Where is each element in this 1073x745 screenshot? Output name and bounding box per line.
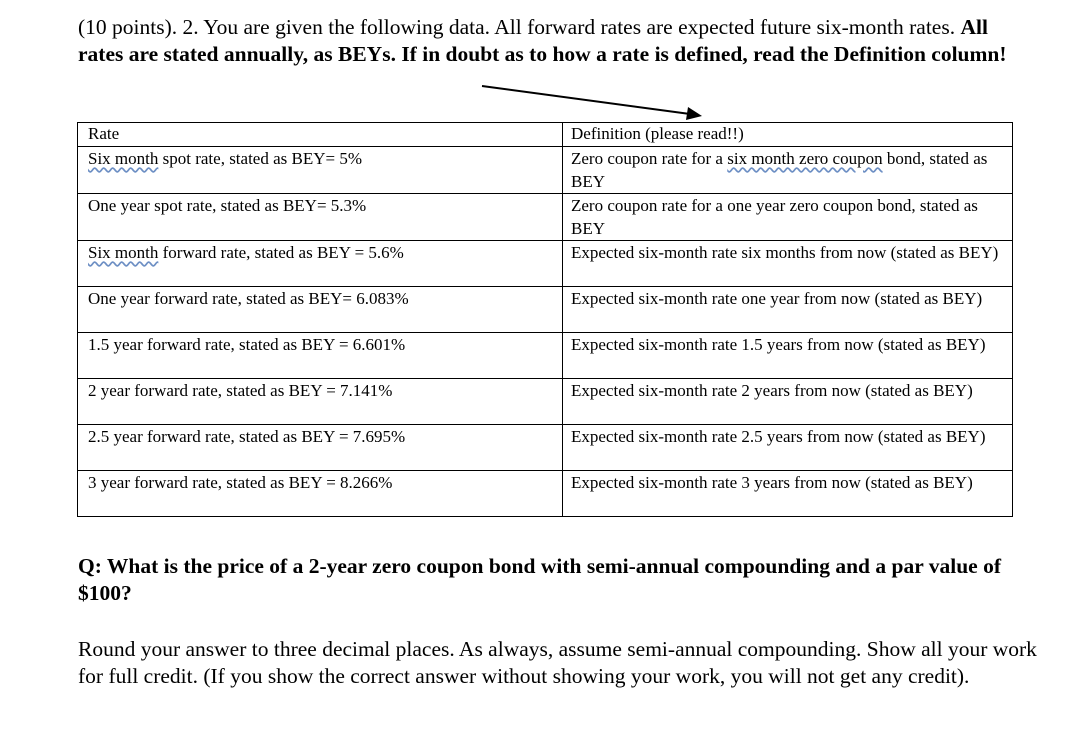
intro-lead-text: (10 points). 2. You are given the following data. All forward rates are expected future six-month rates. (78, 15, 961, 39)
definition-cell (563, 147, 1013, 194)
def-text-pre: Expected six-month rate six months from now (stated as BEY) (571, 243, 999, 262)
table-header-row (78, 123, 1013, 147)
rate-cell (78, 241, 563, 287)
def-text-pre: Expected six-month rate one year from now (stated as BEY) (571, 289, 983, 308)
table-row (78, 379, 1013, 425)
rate-cell (78, 471, 563, 517)
rate-cell (78, 147, 563, 194)
question-text: Q: What is the price of a 2-year zero coupon bond with semi-annual compounding and a par value of $100? (78, 554, 1001, 605)
rate-text-marked: Six month (88, 149, 159, 168)
rate-text-marked: Six month (88, 243, 159, 262)
def-text-post: bond, stated as BEY (571, 149, 988, 191)
rate-text-pre: One year spot rate, stated as BEY= 5.3% (88, 196, 367, 215)
rate-text-pre: One year forward rate, stated as BEY= 6.083% (88, 289, 409, 308)
rate-cell (78, 194, 563, 241)
table-row (78, 425, 1013, 471)
definition-cell (563, 471, 1013, 517)
header-definition: Definition (please read!!) (563, 123, 1013, 147)
def-text-marked: six month zero coupon (727, 149, 883, 168)
definition-cell (563, 425, 1013, 471)
intro-bold-text: All rates are stated annually, as BEYs. If in doubt as to how a rate is defined, read the Definition column! (78, 15, 1007, 66)
rate-text-post: forward rate, stated as BEY = 5.6% (158, 243, 404, 262)
definition-cell (563, 333, 1013, 379)
def-text-pre: Zero coupon rate for a one year zero coupon bond, stated as BEY (571, 196, 978, 238)
definition-cell (563, 379, 1013, 425)
definition-cell (563, 194, 1013, 241)
rate-text-pre: 1.5 year forward rate, stated as BEY = 6.601% (88, 335, 406, 354)
table-row (78, 194, 1013, 241)
problem-intro (78, 14, 1038, 68)
rate-cell (78, 333, 563, 379)
arrow-pointer-icon (480, 80, 710, 124)
rate-text-pre: 3 year forward rate, stated as BEY = 8.266% (88, 473, 393, 492)
def-text-pre: Expected six-month rate 3 years from now (stated as BEY) (571, 473, 973, 492)
rates-table (77, 122, 1013, 517)
instructions-text: Round your answer to three decimal places. As always, assume semi-annual compounding. Show all your work for full credit. (If you show the correct answer without showing your work, you will not get any credit). (78, 637, 1037, 688)
table-row (78, 333, 1013, 379)
rate-cell (78, 379, 563, 425)
def-text-pre: Zero coupon rate for a (571, 149, 728, 168)
def-text-pre: Expected six-month rate 2 years from now (stated as BEY) (571, 381, 973, 400)
def-text-pre: Expected six-month rate 1.5 years from now (stated as BEY) (571, 335, 986, 354)
rate-text-post: spot rate, stated as BEY= 5% (158, 149, 363, 168)
table-row (78, 241, 1013, 287)
rate-text-pre: 2 year forward rate, stated as BEY = 7.141% (88, 381, 393, 400)
rate-cell (78, 425, 563, 471)
definition-cell (563, 241, 1013, 287)
definition-cell (563, 287, 1013, 333)
table-row (78, 471, 1013, 517)
rate-cell (78, 287, 563, 333)
def-text-pre: Expected six-month rate 2.5 years from now (stated as BEY) (571, 427, 986, 446)
table-row (78, 287, 1013, 333)
rate-text-pre: 2.5 year forward rate, stated as BEY = 7.695% (88, 427, 406, 446)
header-rate: Rate (78, 123, 563, 147)
table-row (78, 147, 1013, 194)
